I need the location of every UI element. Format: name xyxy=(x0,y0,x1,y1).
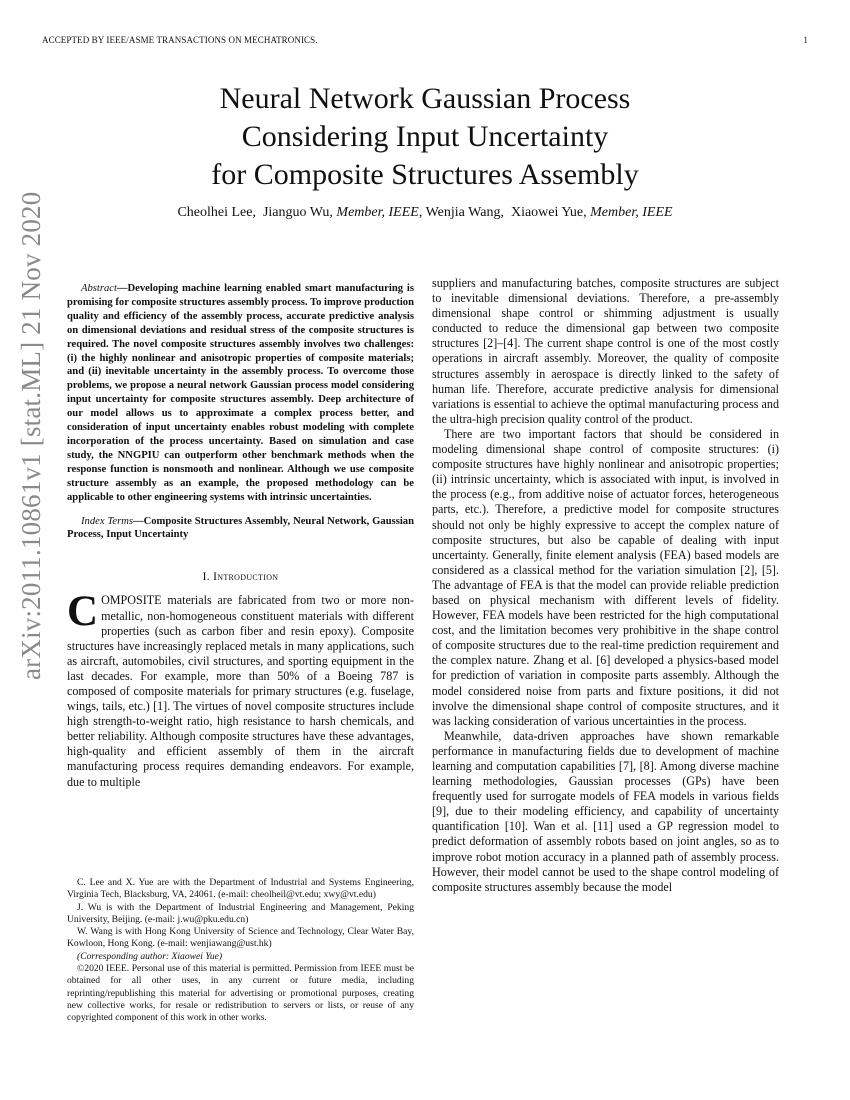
index-terms-text: —Composite Structures Assembly, Neural Network, Gaussian Process, Input Uncertainty xyxy=(67,515,414,541)
intro-paragraph-1-text: OMPOSITE materials are fabricated from two or more non-metallic, non-homogeneous constituent materials with different properties (such as carbon fiber and resin epoxy). Composite structures have increasingly replaced metals in many applications, such as aircraft, automobiles, civil structures, and sporting equipment in the last decades. For example, more than 50% of a Boeing 787 is composed of composite materials for primary structures (e.g. fuselage, wings, tails, etc.) [1]. The virtues of novel composite structures include high strength-to-weight ratio, high resistance to harsh chemicals, and better reliability. Although composite structures have these advantages, high-quality and efficient assembly of them in the aircraft manufacturing process requires demanding endeavors. For example, due to multiple xyxy=(67,593,414,789)
right-column xyxy=(432,276,779,895)
index-terms xyxy=(67,515,414,543)
arxiv-identifier: arXiv:2011.10861v1 [stat.ML] 21 Nov 2020 xyxy=(16,191,46,680)
intro-paragraph-3: Meanwhile, data-driven approaches have shown remarkable performance in manufacturing fields due to development of machine learning and computation capabilities [7], [8]. Among diverse machine learning methodologies, Gaussian processes (GPs) have been frequently used for surrogate models of FEA models in various fields [9], due to their modeling efficiency, and capability of uncertainty quantification [10]. Wan et al. [11] used a GP regression model to predict deformation of assembly robots based on joint angles, so as to improve robot motion accuracy in a planned path of assembly process. However, their model cannot be used to the shape control modeling of composite structures assembly because the model xyxy=(432,728,779,894)
title-line-2: Considering Input Uncertainty xyxy=(241,120,609,153)
footnote-affiliation-wang: W. Wang is with Hong Kong University of Science and Technology, Clear Water Bay, Kowloon, Hong Kong. (e-mail: wenjiawang@ust.hk) xyxy=(67,926,414,950)
footnote-affiliation-lee-yue: C. Lee and X. Yue are with the Department of Industrial and Systems Engineering, Virginia Tech, Blacksburg, VA, 24061. (e-mail: cheolheil@vt.edu; xwy@vt.edu) xyxy=(67,877,414,901)
author-2: Jianguo Wu, xyxy=(262,205,333,220)
journal-name: ACCEPTED BY IEEE/ASME TRANSACTIONS ON MECHATRONICS. xyxy=(42,35,318,45)
page-number: 1 xyxy=(803,35,808,45)
abstract-text: —Developing machine learning enabled smart manufacturing is promising for composite structures assembly process. To improve production quality and efficiency of the assembly process, accurate predictive analysis on dimensional deviations and residual stress of the composite structures is required. The novel composite structures assembly involves two challenges: (i) the highly nonlinear and anisotropic properties of composite materials; and (ii) inevitable uncertainty in the assembly process. To overcome those problems, we propose a neural network Gaussian process model considering input uncertainty for composite structures assembly. Deep architecture of our model allows us to approximate a complex process better, and consideration of input uncertainty enables robust modeling with complete incorporation of the process uncertainty. Based on simulation and case study, the NNGPIU can outperform other benchmark methods when the response function is nonsmooth and nonlinear. Although we use composite structure assembly as an example, the proposed methodology can be applicable to other engineering systems with intrinsic uncertainties. xyxy=(67,283,414,503)
footnote-copyright: ©2020 IEEE. Personal use of this material is permitted. Permission from IEEE must be obtained for all other uses, in any current or future media, including reprinting/republishing this material for advertising or promotional purposes, creating new collective works, for resale or redistribution to servers or lists, or reuse of any copyrighted component of this work in other works. xyxy=(67,963,414,1024)
section-heading xyxy=(67,570,414,585)
abstract-label: Abstract xyxy=(81,283,117,294)
drop-cap: C xyxy=(67,588,99,636)
intro-paragraph-1 xyxy=(67,588,414,789)
author-4-role: Member, IEEE xyxy=(590,205,673,220)
footnote-affiliation-wu: J. Wu is with the Department of Industrial Engineering and Management, Peking University, Beijing. (e-mail: j.wu@pku.edu.cn) xyxy=(67,901,414,925)
running-head xyxy=(42,35,808,45)
title-line-3: for Composite Structures Assembly xyxy=(211,158,639,191)
author-1: Cheolhei Lee, xyxy=(177,205,256,220)
intro-paragraph-2: There are two important factors that should be considered in modeling dimensional shape control of composite structures: (i) composite structures have highly nonlinear and anisotropic properties; (ii) intrinsic uncertainty, which is associated with input, is involved in the process (e.g., from additive noise of actuator forces, heterogeneous parts, etc.). Therefore, a predictive model for composite structures should not only be highly expressive to accept the complex nature of composite structures, but also be capable of dealing with input uncertainty. Generally, finite element analysis (FEA) based models are considered as a classical method for the variation simulation [2], [5]. The advantage of FEA is that the model can provide reliable prediction based on physical mechanism with different levels of fidelity. However, FEA models have been restricted for the high computational cost, and the limitation becomes very prohibitive in the shape control of composite structures due to the real-time prediction requirement and the complex nature. Zhang et al. [6] developed a physics-based model for prediction of variation in composite parts assembly. Although the model considered noise from parts and fixture positions, it did not involve the dimensional shape control of composite structures, and it was lacking consideration of various uncertainties in the process. xyxy=(432,426,779,728)
abstract xyxy=(67,282,414,505)
author-2-role: Member, IEEE xyxy=(336,205,419,220)
section-number: I. xyxy=(202,571,210,584)
title-line-1: Neural Network Gaussian Process xyxy=(219,82,631,115)
paper-title xyxy=(0,80,850,194)
author-4: Xiaowei Yue, xyxy=(510,205,587,220)
author-3: , Wenjia Wang, xyxy=(418,205,504,220)
footnotes xyxy=(67,877,414,1025)
left-column xyxy=(67,282,414,790)
footnote-corresponding-author: (Corresponding author: Xiaowei Yue) xyxy=(77,950,223,962)
section-title: Introduction xyxy=(213,571,279,584)
intro-paragraph-1-continued: suppliers and manufacturing batches, composite structures are subject to inevitable dimensional deviations. Therefore, a pre-assembly dimensional shape control or shimming adjustment is usually conducted to reduce the dimensional gap between two composite structures [2]–[4]. The current shape control is one of the most costly operations in aircraft assembly. Moreover, the quality of composite structures assembly in aerospace is directly linked to the safety of human life. Therefore, accurate predictive analysis for dimensional variations is essential to achieve the optimal manufacturing process and the ultra-high precision quality control of the product. xyxy=(432,276,779,426)
author-list xyxy=(0,205,850,221)
index-terms-label: Index Terms xyxy=(81,515,133,527)
